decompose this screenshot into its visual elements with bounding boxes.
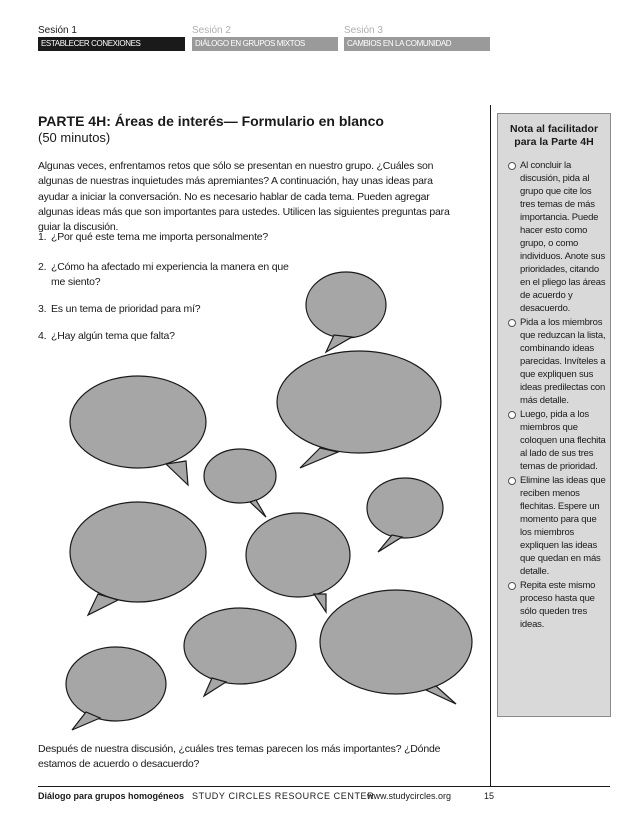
circle-bullet-icon <box>508 411 516 419</box>
session-3-label: Sesión 3 <box>344 25 383 36</box>
question-1-text: ¿Por qué este tema me importa personalmente? <box>51 231 269 243</box>
circle-bullet-icon <box>508 319 516 327</box>
speech-bubble <box>184 608 296 696</box>
question-4-text: ¿Hay algún tema que falta? <box>51 330 175 342</box>
speech-bubble <box>70 502 206 615</box>
question-3-number: 3. <box>38 303 47 315</box>
question-2-text-line1: ¿Cómo ha afectado mi experiencia la manera en que <box>51 261 289 273</box>
footer-title: Diálogo para grupos homogéneos <box>38 791 185 801</box>
part-duration: (50 minutos) <box>38 130 111 145</box>
speech-bubble <box>70 376 206 485</box>
speech-bubble <box>246 513 350 612</box>
page-number: 15 <box>484 791 495 801</box>
footer-rule <box>38 786 610 787</box>
column-divider <box>490 105 491 787</box>
session-2-label: Sesión 2 <box>192 25 231 36</box>
facilitator-note <box>497 113 611 717</box>
question-3-text: Es un tema de prioridad para mí? <box>51 303 201 315</box>
intro-paragraph: Algunas veces, enfrentamos retos que sólo se presentan en nuestro grupo. ¿Cuáles son algunas de nuestras inquietudes más apremiantes? A continuación, hay unas ideas para ayudar a iniciar la conversación. No es necesario hablar de cada tema. Pueden agregar algunas ideas más que son importantes para ustedes. Utilicen las siguientes preguntas para guiar la discusión. <box>38 160 450 234</box>
session-3-bar-text: CAMBIOS EN LA COMUNIDAD <box>347 39 452 48</box>
note-item <box>498 579 610 631</box>
speech-bubble <box>204 449 276 517</box>
note-item <box>498 474 610 578</box>
note-item-text: Elimine las ideas que reciben menos flechitas. Espere un momento para que los miembros expliquen las ideas que quedan en más detalle. <box>520 475 606 577</box>
speech-bubble <box>66 647 166 730</box>
note-item <box>498 159 610 315</box>
question-1-number: 1. <box>38 231 47 243</box>
note-item-text: Repita este mismo proceso hasta que sólo queden tres ideas. <box>520 580 596 630</box>
speech-bubble <box>320 590 472 704</box>
note-item-text: Al concluir la discusión, pida al grupo que cite los tres temas de más importancia. Puede hacer esto como grupo, o como individuos. Anote sus prioridades, citando en el pliego las áreas de acuerdo y desacuerdo. <box>520 160 606 314</box>
facilitator-note-title: Nota al facilitador para la Parte 4H <box>509 123 599 148</box>
session-1-label: Sesión 1 <box>38 25 77 36</box>
note-item <box>498 316 610 407</box>
session-2-bar-text: DIÁLOGO EN GRUPOS MIXTOS <box>195 39 305 48</box>
footer-organization: STUDY CIRCLES RESOURCE CENTER <box>192 791 375 801</box>
facilitator-note-list <box>498 159 610 631</box>
footer-url[interactable]: www.studycircles.org <box>367 791 452 801</box>
note-item-text: Pida a los miembros que reduzcan la lista, combinando ideas parecidas. Invíteles a que expliquen sus ideas predilectas con más detalle. <box>520 317 606 406</box>
closing-question: Después de nuestra discusión, ¿cuáles tres temas parecen los más importantes? ¿Dónde estamos de acuerdo o desacuerdo? <box>38 743 441 771</box>
note-item-text: Luego, pida a los miembros que coloquen una flechita al lado de sus tres temas de prioridad. <box>520 409 606 472</box>
speech-bubble <box>306 272 386 352</box>
circle-bullet-icon <box>508 477 516 485</box>
speech-bubble <box>277 351 441 468</box>
speech-bubble <box>367 478 443 552</box>
session-1-bar-text: ESTABLECER CONEXIONES <box>41 39 141 48</box>
question-4-number: 4. <box>38 330 47 342</box>
note-item <box>498 408 610 473</box>
circle-bullet-icon <box>508 582 516 590</box>
circle-bullet-icon <box>508 162 516 170</box>
question-2-text-line2: me siento? <box>51 276 101 288</box>
part-title: PARTE 4H: Áreas de interés— Formulario en blanco <box>38 113 384 129</box>
question-2-number: 2. <box>38 261 47 273</box>
